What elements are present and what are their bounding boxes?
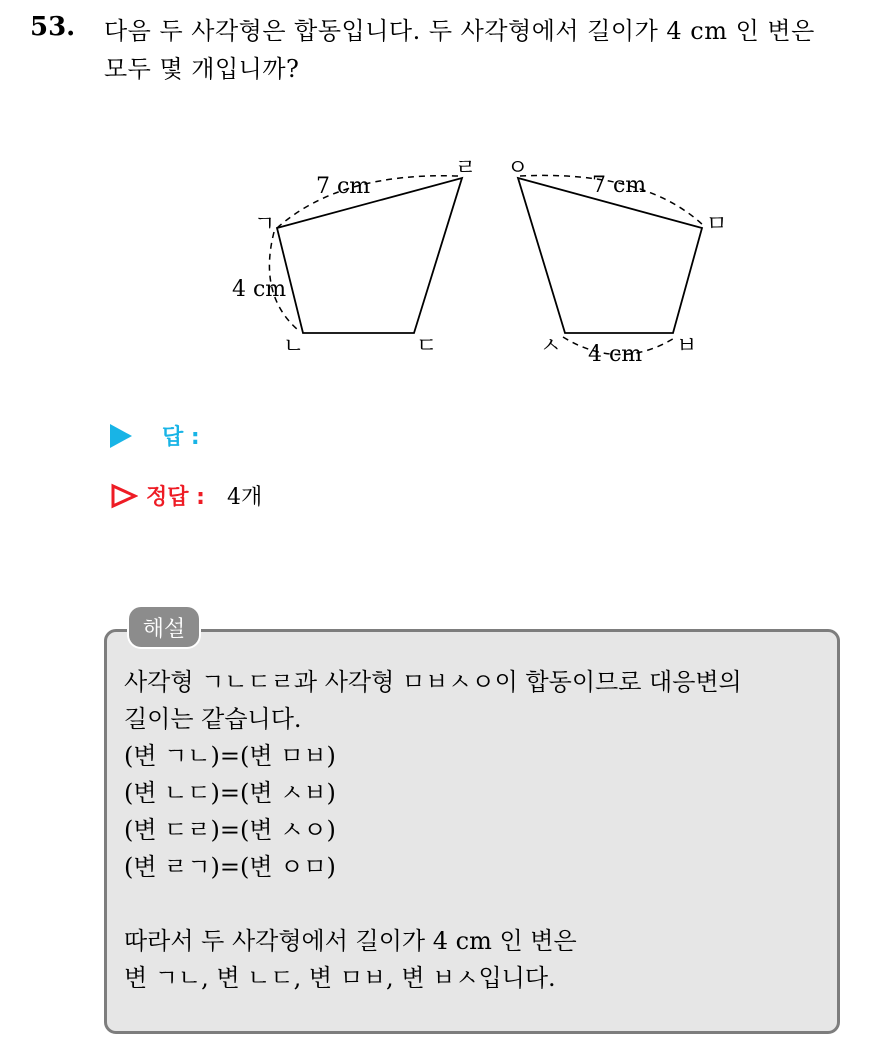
left-quadrilateral — [277, 178, 462, 333]
filled-triangle-icon — [110, 424, 132, 448]
left-side-length: 4 cm — [232, 277, 287, 302]
explanation-text — [124, 664, 834, 997]
answer-label: 답 : — [162, 425, 200, 450]
correct-answer-label: 정답 : — [146, 485, 205, 510]
right-bottom-length: 4 cm — [588, 342, 643, 367]
explanation-line: (변 ㄷㄹ)=(변 ㅅㅇ) — [124, 816, 336, 844]
question-number: 53. — [30, 12, 76, 42]
left-vertex-label-3: ㄷ — [416, 334, 438, 359]
explanation-line: 길이는 같습니다. — [124, 705, 302, 733]
question-line-2: 모두 몇 개입니까? — [104, 55, 300, 83]
correct-answer-row — [110, 480, 262, 511]
explanation-blank-line — [124, 886, 834, 923]
left-vertex-label-2: ㄴ — [283, 334, 305, 359]
right-vertex-label-3: ㅂ — [676, 334, 698, 359]
left-top-length: 7 cm — [316, 174, 371, 199]
explanation-line: 변 ㄱㄴ, 변 ㄴㄷ, 변 ㅁㅂ, 변 ㅂㅅ입니다. — [124, 964, 556, 992]
outlined-triangle-icon — [110, 483, 138, 509]
answer-row — [110, 420, 200, 451]
left-vertex-label-1: ㄱ — [254, 212, 276, 237]
right-vertex-label-1: ㅇ — [507, 156, 529, 181]
explanation-tab: 해설 — [129, 607, 199, 647]
explanation-line: 따라서 두 사각형에서 길이가 4 cm 인 변은 — [124, 927, 577, 955]
correct-answer-value: 4개 — [226, 485, 263, 510]
explanation-line: (변 ㄴㄷ)=(변 ㅅㅂ) — [124, 779, 336, 807]
right-top-length: 7 cm — [592, 173, 647, 198]
right-quadrilateral — [518, 178, 702, 333]
right-vertex-label-4: ㅅ — [540, 334, 562, 359]
explanation-line: (변 ㄹㄱ)=(변 ㅇㅁ) — [124, 853, 336, 881]
explanation-line: 사각형 ㄱㄴㄷㄹ과 사각형 ㅁㅂㅅㅇ이 합동이므로 대응변의 — [124, 668, 742, 696]
explanation-line: (변 ㄱㄴ)=(변 ㅁㅂ) — [124, 742, 336, 770]
question-line-1: 다음 두 사각형은 합동입니다. 두 사각형에서 길이가 4 cm 인 변은 — [104, 17, 815, 45]
left-vertex-label-4: ㄹ — [455, 156, 477, 181]
right-vertex-label-2: ㅁ — [706, 212, 728, 237]
congruent-quadrilaterals-figure — [0, 0, 884, 400]
